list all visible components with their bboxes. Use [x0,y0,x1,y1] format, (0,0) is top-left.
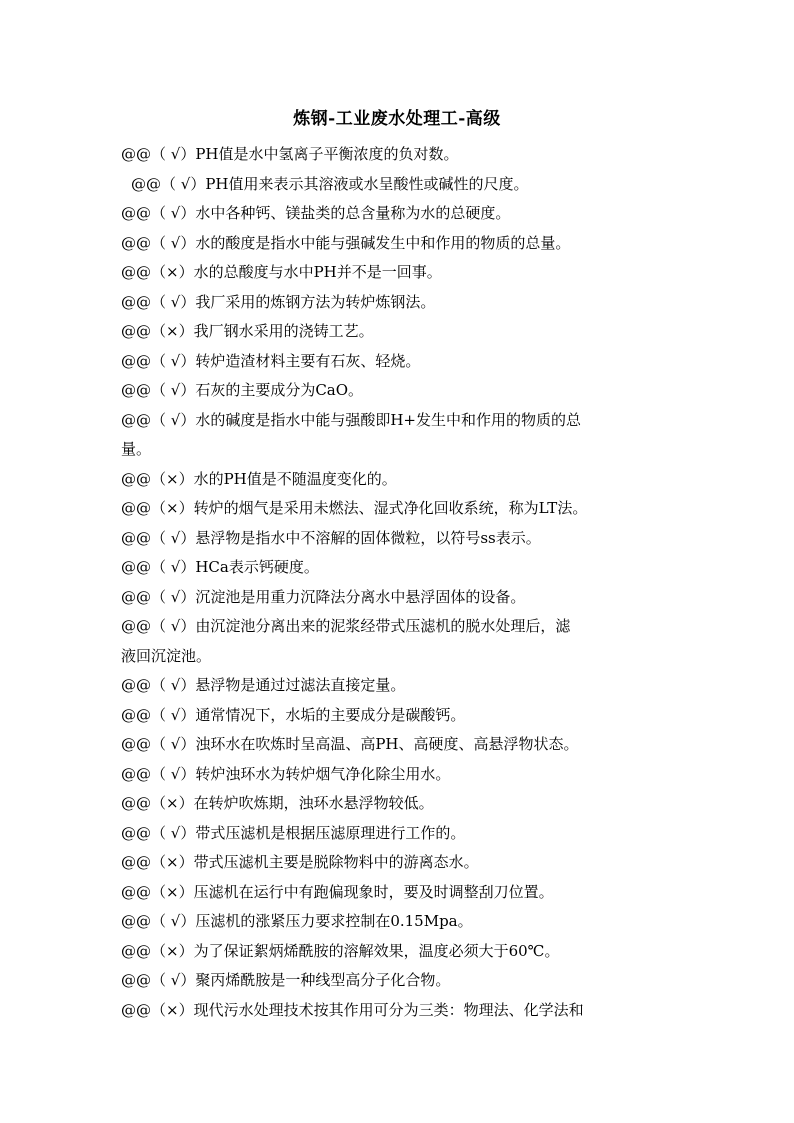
text-line: @@（ √）PH值用来表示其溶液或水呈酸性或碱性的尺度。 [131,174,529,193]
text-line: @@（×）压滤机在运行中有跑偏现象时，要及时调整刮刀位置。 [121,882,554,901]
text-line: @@（×）现代污水处理技术按其作用可分为三类：物理法、化学法和 [121,1000,584,1019]
text-line: @@（ √）水的碱度是指水中能与强酸即H+发生中和作用的物质的总 [121,410,581,429]
document-title: 炼钢-工业废水处理工-高级 [293,109,501,129]
text-line: @@（ √）浊环水在吹炼时呈高温、高PH、高硬度、高悬浮物状态。 [121,735,579,753]
text-line: @@（×）水的PH值是不随温度变化的。 [121,469,397,488]
text-line: @@（×）我厂钢水采用的浇铸工艺。 [121,322,374,340]
text-line: @@（ √）HCa表示钙硬度。 [121,558,319,576]
text-line: @@（ √）水中各种钙、镁盐类的总含量称为水的总硬度。 [121,204,511,222]
text-line: @@（×）水的总酸度与水中PH并不是一回事。 [121,263,442,281]
text-line: 量。 [121,440,152,458]
text-line: @@（×）在转炉吹炼期，浊环水悬浮物较低。 [121,794,434,812]
text-line: @@（×）为了保证絮炳烯酰胺的溶解效果，温度必须大于60℃。 [121,941,560,960]
text-line: @@（ √）悬浮物是通过过滤法直接定量。 [121,676,406,694]
text-line: @@（ √）转炉造渣材料主要有石灰、轻烧。 [121,351,421,370]
text-line: 液回沉淀池。 [121,646,212,665]
text-line: @@（ √）聚丙烯酰胺是一种线型高分子化合物。 [121,971,451,989]
text-line: @@（×）转炉的烟气是采用未燃法、湿式净化回收系统，称为LT法。 [121,499,588,517]
text-line: @@（ √）由沉淀池分离出来的泥浆经带式压滤机的脱水处理后，滤 [121,617,571,635]
text-line: @@（ √）带式压滤机是根据压滤原理进行工作的。 [121,823,466,842]
document-body [121,140,681,1025]
text-line: @@（ √）沉淀池是用重力沉降法分离水中悬浮固体的设备。 [121,587,526,606]
text-line: @@（ √）我厂采用的炼钢方法为转炉炼钢法。 [121,292,436,311]
text-line: @@（ √）PH值是水中氢离子平衡浓度的负对数。 [121,145,459,163]
text-line: @@（ √）悬浮物是指水中不溶解的固体微粒，以符号ss表示。 [121,528,541,547]
text-line: @@（ √）石灰的主要成分为CaO。 [121,381,364,399]
text-line: @@（ √）压滤机的涨紧压力要求控制在0.15Mpa。 [121,912,473,930]
text-line: @@（ √）通常情况下，水垢的主要成分是碳酸钙。 [121,705,466,724]
text-line: @@（ √）转炉浊环水为转炉烟气净化除尘用水。 [121,764,451,783]
text-line: @@（×）带式压滤机主要是脱除物料中的游离态水。 [121,853,479,871]
text-line: @@（ √）水的酸度是指水中能与强碱发生中和作用的物质的总量。 [121,233,571,252]
